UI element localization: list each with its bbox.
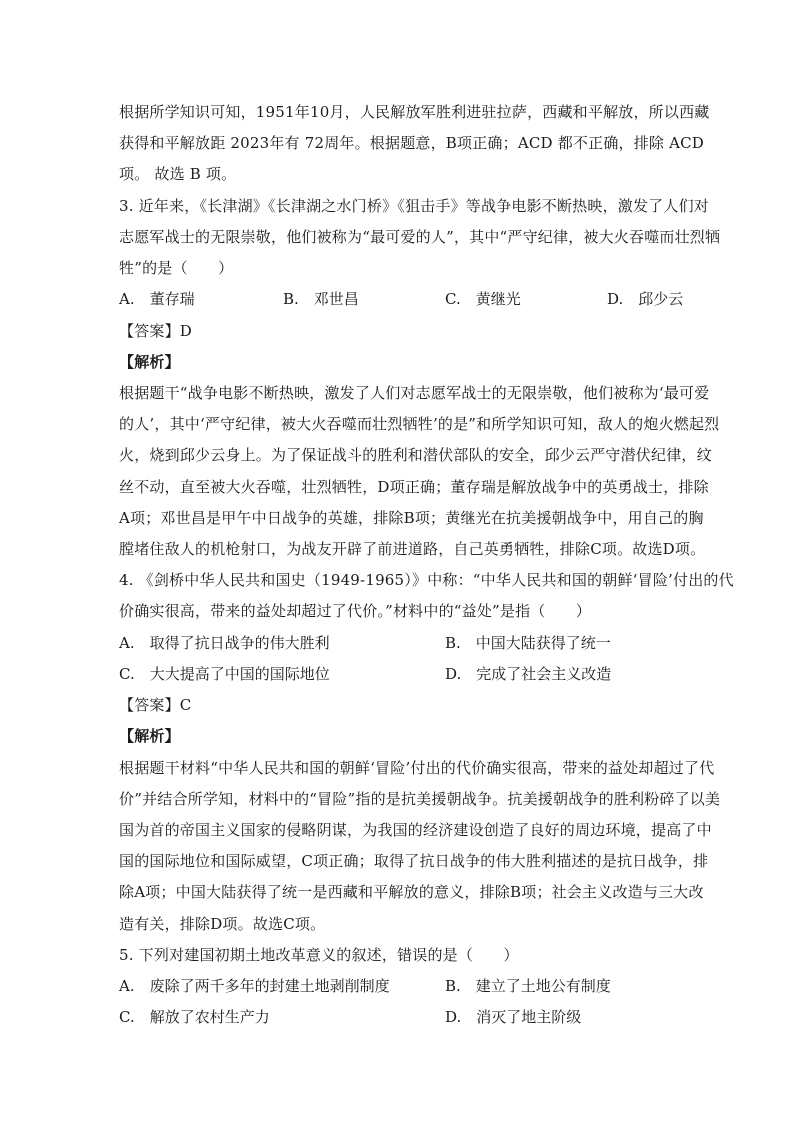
q5-option-c: C. 解放了农村生产力 [119,1008,270,1026]
paragraph-line: 获得和平解放距 2023年有 72周年。根据题意，B项正确；ACD 都不正确，排除 ACD [119,134,705,152]
q4-answer: 【答案】C [119,696,192,714]
question-3-stem: 牲”的是（ ） [119,259,234,277]
q4-analysis-line: 国的国际地位和国际威望，C项正确；取得了抗日战争的伟大胜利描述的是抗日战争，排 [119,852,709,870]
q4-analysis-line: 价”并结合所学知，材料中的“冒险”指的是抗美援朝战争。抗美援朝战争的胜利粉碎了以美 [119,790,721,808]
q3-option-c: C. 黄继光 [445,290,521,308]
q3-analysis-line: 的人’，其中‘严守纪律，被大火吞噬而壮烈牺牲’的是”和所学知识可知，敌人的炮火燃起烈 [119,415,720,433]
q4-analysis-title: 【解析】 [119,727,180,745]
question-4-stem: 价确实很高，带来的益处却超过了代价。”材料中的“益处”是指（ ） [119,602,592,620]
q3-option-d: D. 邱少云 [607,290,684,308]
question-4-stem: 4. 《剑桥中华人民共和国史（1949-1965）》中称：“中华人民共和国的朝鲜‘冒险’付出的代 [119,571,734,589]
q3-analysis-line: 丝不动，直至被大火吞噬，壮烈牺牲，D项正确；董存瑞是解放战争中的英勇战士，排除 [119,478,709,496]
question-5-stem: 5. 下列对建国初期土地改革意义的叙述，错误的是（ ） [119,946,519,964]
q4-analysis-line: 除A项；中国大陆获得了统一是西藏和平解放的意义，排除B项；社会主义改造与三大改 [119,883,704,901]
paragraph-line: 项。 故选 B 项。 [119,165,237,183]
q3-analysis-title: 【解析】 [119,353,180,371]
q4-option-d: D. 完成了社会主义改造 [445,665,612,683]
q5-option-d: D. 消灭了地主阶级 [445,1008,582,1026]
question-3-stem: 志愿军战士的无限崇敬，他们被称为“最可爱的人”，其中“严守纪律，被大火吞噬而壮烈牺 [119,228,721,246]
q3-analysis-line: 膛堵住敌人的机枪射口，为战友开辟了前进道路，自己英勇牺牲，排除C项。故选D项。 [119,540,706,558]
q4-analysis-line: 造有关，排除D项。故选C项。 [119,915,326,933]
q3-option-a: A. 董存瑞 [119,290,195,308]
q4-analysis-line: 根据题干材料“中华人民共和国的朝鲜‘冒险’付出的代价确实很高，带来的益处却超过了代 [119,759,715,777]
q5-option-a: A. 废除了两千多年的封建土地剥削制度 [119,977,390,995]
q3-analysis-line: 火，烧到邱少云身上。为了保证战斗的胜利和潜伏部队的安全，邱少云严守潜伏纪律，纹 [119,446,712,464]
q5-option-b: B. 建立了土地公有制度 [445,977,611,995]
q3-answer: 【答案】D [119,322,193,340]
q3-option-b: B. 邓世昌 [283,290,359,308]
q3-analysis-line: 根据题干“战争电影不断热映，激发了人们对志愿军战士的无限崇敬，他们被称为‘最可爱 [119,384,710,402]
q4-option-b: B. 中国大陆获得了统一 [445,634,611,652]
paragraph-line: 根据所学知识可知，1951年10月，人民解放军胜利进驻拉萨，西藏和平解放，所以西藏 [119,103,710,121]
question-3-stem: 3. 近年来，《长津湖》《长津湖之水门桥》《狙击手》等战争电影不断热映，激发了人们对 [119,197,709,215]
q3-analysis-line: A项；邓世昌是甲午中日战争的英雄，排除B项；黄继光在抗美援朝战争中，用自己的胸 [119,509,704,527]
q4-option-a: A. 取得了抗日战争的伟大胜利 [119,634,330,652]
q4-analysis-line: 国为首的帝国主义国家的侵略阴谋，为我国的经济建设创造了良好的周边环境，提高了中 [119,821,712,839]
q4-option-c: C. 大大提高了中国的国际地位 [119,665,330,683]
